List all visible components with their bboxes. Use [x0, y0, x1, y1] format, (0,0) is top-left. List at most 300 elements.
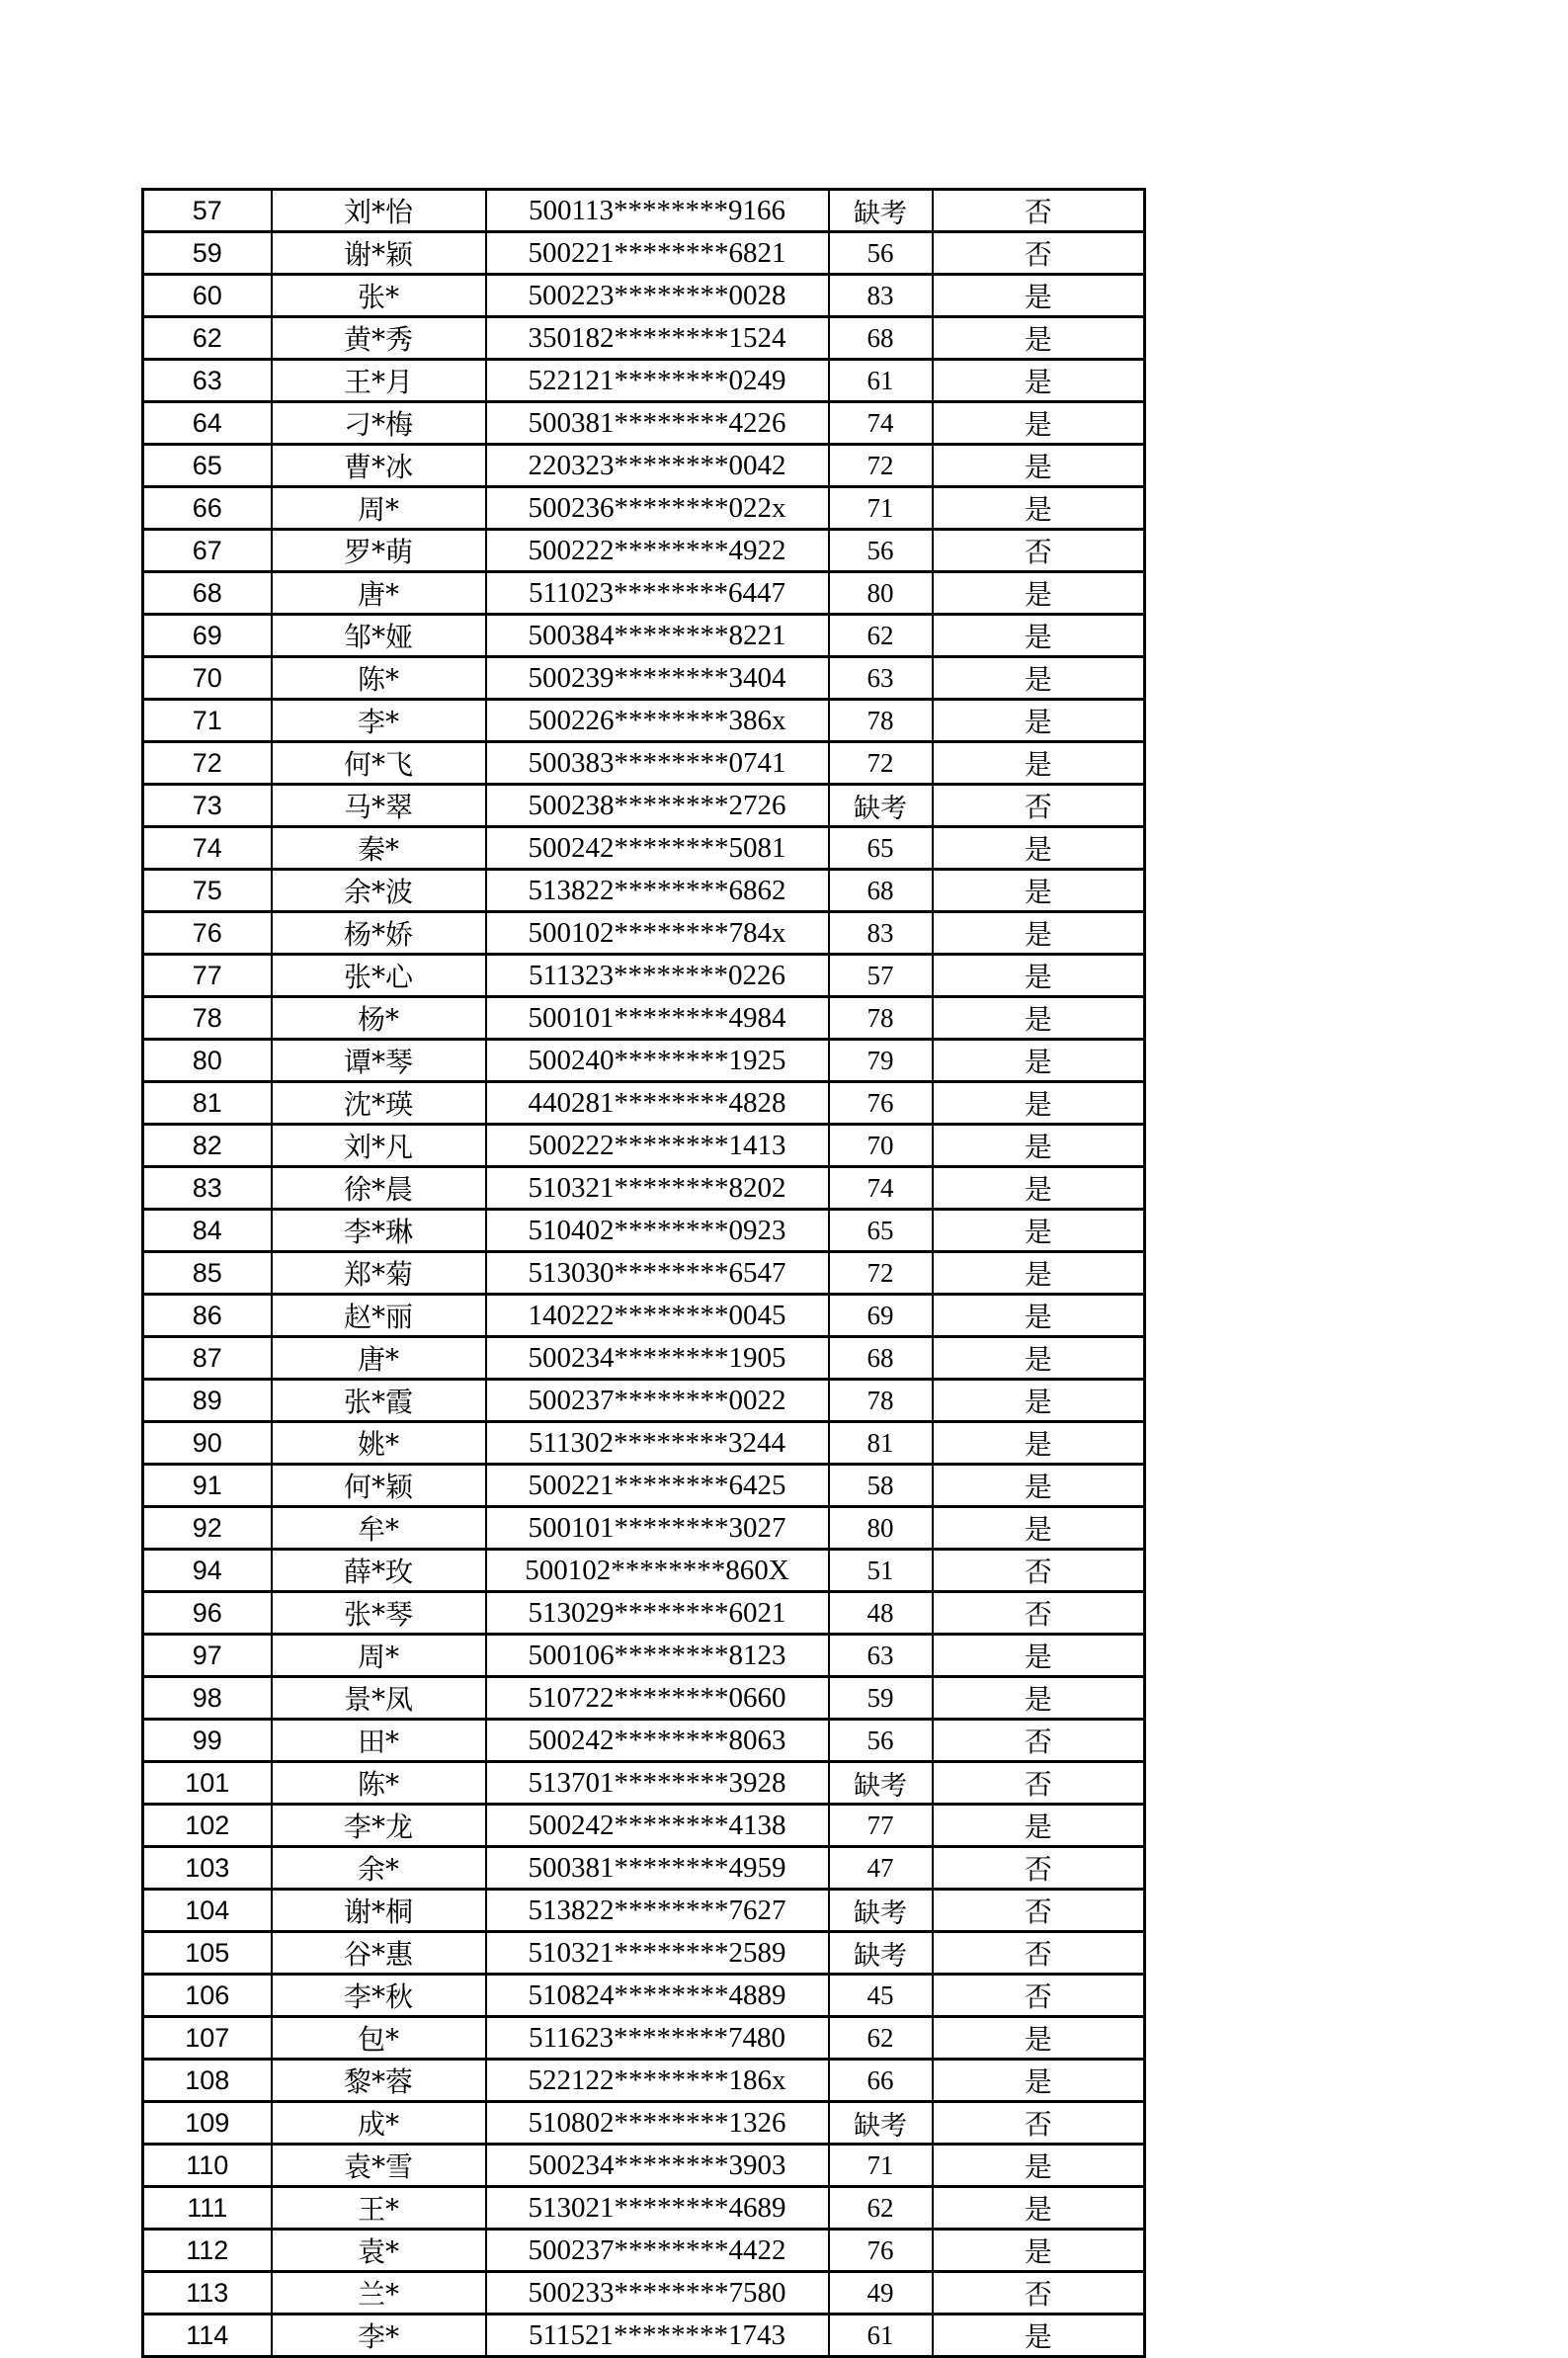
name-cell: 陈*	[272, 1762, 486, 1805]
table-row	[143, 827, 1145, 870]
row-number-cell: 104	[143, 1890, 272, 1932]
score-cell: 58	[829, 1465, 933, 1507]
id-number-cell: 510722********0660	[486, 1677, 829, 1720]
score-cell: 63	[829, 657, 933, 700]
qualified-cell: 是	[933, 700, 1145, 742]
id-number-cell: 500239********3404	[486, 657, 829, 700]
row-number-cell: 89	[143, 1380, 272, 1422]
qualified-cell: 是	[933, 360, 1145, 402]
score-cell: 72	[829, 1252, 933, 1295]
score-cell: 48	[829, 1592, 933, 1635]
id-number-cell: 440281********4828	[486, 1082, 829, 1125]
id-number-cell: 500221********6821	[486, 232, 829, 275]
table-row	[143, 1252, 1145, 1295]
table-row	[143, 1592, 1145, 1635]
name-cell: 何*飞	[272, 742, 486, 785]
table-row	[143, 1507, 1145, 1550]
score-cell: 62	[829, 2017, 933, 2060]
id-number-cell: 513030********6547	[486, 1252, 829, 1295]
name-cell: 张*心	[272, 955, 486, 997]
table-row	[143, 615, 1145, 657]
table-row	[143, 785, 1145, 827]
score-cell: 51	[829, 1550, 933, 1592]
row-number-cell: 92	[143, 1507, 272, 1550]
qualified-cell: 是	[933, 912, 1145, 955]
qualified-cell: 是	[933, 615, 1145, 657]
row-number-cell: 86	[143, 1295, 272, 1337]
id-number-cell: 513822********7627	[486, 1890, 829, 1932]
qualified-cell: 是	[933, 1167, 1145, 1210]
id-number-cell: 522122********186x	[486, 2060, 829, 2102]
score-cell: 56	[829, 1720, 933, 1762]
score-cell: 61	[829, 2315, 933, 2357]
name-cell: 曹*冰	[272, 445, 486, 487]
qualified-cell: 是	[933, 402, 1145, 445]
score-cell: 63	[829, 1635, 933, 1677]
table-row	[143, 1040, 1145, 1082]
table-row	[143, 2102, 1145, 2145]
id-number-cell: 510824********4889	[486, 1975, 829, 2017]
table-row	[143, 1805, 1145, 1847]
table-row	[143, 2272, 1145, 2315]
row-number-cell: 105	[143, 1932, 272, 1975]
table-row	[143, 1380, 1145, 1422]
id-number-cell: 350182********1524	[486, 317, 829, 360]
name-cell: 刁*梅	[272, 402, 486, 445]
id-number-cell: 500113********9166	[486, 190, 829, 232]
qualified-cell: 否	[933, 1720, 1145, 1762]
score-cell: 71	[829, 487, 933, 530]
qualified-cell: 否	[933, 1890, 1145, 1932]
id-number-cell: 500222********4922	[486, 530, 829, 572]
row-number-cell: 77	[143, 955, 272, 997]
id-number-cell: 500238********2726	[486, 785, 829, 827]
name-cell: 唐*	[272, 1337, 486, 1380]
name-cell: 黎*蓉	[272, 2060, 486, 2102]
score-cell: 68	[829, 870, 933, 912]
name-cell: 李*	[272, 700, 486, 742]
row-number-cell: 63	[143, 360, 272, 402]
name-cell: 张*霞	[272, 1380, 486, 1422]
id-number-cell: 500242********4138	[486, 1805, 829, 1847]
name-cell: 马*翠	[272, 785, 486, 827]
name-cell: 兰*	[272, 2272, 486, 2315]
qualified-cell: 否	[933, 1975, 1145, 2017]
table-row	[143, 2187, 1145, 2230]
qualified-cell: 否	[933, 1550, 1145, 1592]
id-number-cell: 500226********386x	[486, 700, 829, 742]
score-cell: 74	[829, 402, 933, 445]
score-cell: 缺考	[829, 190, 933, 232]
qualified-cell: 是	[933, 1422, 1145, 1465]
name-cell: 袁*雪	[272, 2145, 486, 2187]
score-cell: 78	[829, 700, 933, 742]
name-cell: 张*琴	[272, 1592, 486, 1635]
table-row	[143, 232, 1145, 275]
row-number-cell: 81	[143, 1082, 272, 1125]
name-cell: 田*	[272, 1720, 486, 1762]
id-number-cell: 500101********4984	[486, 997, 829, 1040]
score-cell: 66	[829, 2060, 933, 2102]
row-number-cell: 76	[143, 912, 272, 955]
id-number-cell: 500240********1925	[486, 1040, 829, 1082]
score-cell: 83	[829, 912, 933, 955]
name-cell: 王*	[272, 2187, 486, 2230]
qualified-cell: 否	[933, 1847, 1145, 1890]
row-number-cell: 97	[143, 1635, 272, 1677]
name-cell: 罗*萌	[272, 530, 486, 572]
name-cell: 薛*玫	[272, 1550, 486, 1592]
row-number-cell: 99	[143, 1720, 272, 1762]
table-row	[143, 2315, 1145, 2357]
row-number-cell: 90	[143, 1422, 272, 1465]
row-number-cell: 80	[143, 1040, 272, 1082]
qualified-cell: 是	[933, 1210, 1145, 1252]
table-row	[143, 700, 1145, 742]
row-number-cell: 69	[143, 615, 272, 657]
score-cell: 77	[829, 1805, 933, 1847]
qualified-cell: 是	[933, 1677, 1145, 1720]
table-row	[143, 1295, 1145, 1337]
id-number-cell: 522121********0249	[486, 360, 829, 402]
id-number-cell: 500237********0022	[486, 1380, 829, 1422]
score-cell: 78	[829, 1380, 933, 1422]
qualified-cell: 否	[933, 530, 1145, 572]
row-number-cell: 87	[143, 1337, 272, 1380]
id-number-cell: 510802********1326	[486, 2102, 829, 2145]
row-number-cell: 108	[143, 2060, 272, 2102]
name-cell: 刘*凡	[272, 1125, 486, 1167]
row-number-cell: 111	[143, 2187, 272, 2230]
table-row	[143, 997, 1145, 1040]
score-cell: 76	[829, 1082, 933, 1125]
id-number-cell: 220323********0042	[486, 445, 829, 487]
qualified-cell: 是	[933, 487, 1145, 530]
table-row	[143, 1210, 1145, 1252]
table-row	[143, 1932, 1145, 1975]
score-cell: 68	[829, 1337, 933, 1380]
table-row	[143, 360, 1145, 402]
score-cell: 65	[829, 1210, 933, 1252]
row-number-cell: 94	[143, 1550, 272, 1592]
table-row	[143, 1847, 1145, 1890]
qualified-cell: 是	[933, 1380, 1145, 1422]
score-cell: 79	[829, 1040, 933, 1082]
row-number-cell: 68	[143, 572, 272, 615]
name-cell: 刘*怡	[272, 190, 486, 232]
name-cell: 周*	[272, 1635, 486, 1677]
score-cell: 缺考	[829, 1932, 933, 1975]
table-row	[143, 190, 1145, 232]
row-number-cell: 101	[143, 1762, 272, 1805]
score-cell: 49	[829, 2272, 933, 2315]
score-cell: 47	[829, 1847, 933, 1890]
row-number-cell: 66	[143, 487, 272, 530]
id-number-cell: 500384********8221	[486, 615, 829, 657]
score-cell: 56	[829, 530, 933, 572]
name-cell: 沈*瑛	[272, 1082, 486, 1125]
table-row	[143, 1975, 1145, 2017]
row-number-cell: 60	[143, 275, 272, 317]
table-row	[143, 657, 1145, 700]
table-row	[143, 2230, 1145, 2272]
score-cell: 70	[829, 1125, 933, 1167]
score-cell: 缺考	[829, 785, 933, 827]
qualified-cell: 是	[933, 2017, 1145, 2060]
score-cell: 62	[829, 615, 933, 657]
qualified-cell: 是	[933, 1082, 1145, 1125]
score-cell: 83	[829, 275, 933, 317]
score-cell: 45	[829, 1975, 933, 2017]
table-row	[143, 2060, 1145, 2102]
name-cell: 余*波	[272, 870, 486, 912]
name-cell: 王*月	[272, 360, 486, 402]
qualified-cell: 是	[933, 2145, 1145, 2187]
name-cell: 李*秋	[272, 1975, 486, 2017]
qualified-cell: 是	[933, 955, 1145, 997]
name-cell: 姚*	[272, 1422, 486, 1465]
id-number-cell: 500242********5081	[486, 827, 829, 870]
table-row	[143, 912, 1145, 955]
name-cell: 杨*	[272, 997, 486, 1040]
score-cell: 74	[829, 1167, 933, 1210]
table-row	[143, 1465, 1145, 1507]
id-number-cell: 500233********7580	[486, 2272, 829, 2315]
row-number-cell: 110	[143, 2145, 272, 2187]
row-number-cell: 82	[143, 1125, 272, 1167]
name-cell: 李*龙	[272, 1805, 486, 1847]
score-cell: 65	[829, 827, 933, 870]
row-number-cell: 112	[143, 2230, 272, 2272]
qualified-cell: 是	[933, 1635, 1145, 1677]
table-row	[143, 1550, 1145, 1592]
score-cell: 72	[829, 445, 933, 487]
row-number-cell: 113	[143, 2272, 272, 2315]
row-number-cell: 85	[143, 1252, 272, 1295]
qualified-cell: 否	[933, 1932, 1145, 1975]
id-number-cell: 513029********6021	[486, 1592, 829, 1635]
id-number-cell: 140222********0045	[486, 1295, 829, 1337]
score-cell: 80	[829, 1507, 933, 1550]
id-number-cell: 500101********3027	[486, 1507, 829, 1550]
row-number-cell: 75	[143, 870, 272, 912]
qualified-cell: 是	[933, 1125, 1145, 1167]
score-cell: 缺考	[829, 2102, 933, 2145]
name-cell: 唐*	[272, 572, 486, 615]
name-cell: 谢*颖	[272, 232, 486, 275]
name-cell: 袁*	[272, 2230, 486, 2272]
name-cell: 郑*菊	[272, 1252, 486, 1295]
qualified-cell: 是	[933, 870, 1145, 912]
name-cell: 谷*惠	[272, 1932, 486, 1975]
name-cell: 赵*丽	[272, 1295, 486, 1337]
table-row	[143, 317, 1145, 360]
row-number-cell: 72	[143, 742, 272, 785]
qualified-cell: 是	[933, 997, 1145, 1040]
qualified-cell: 否	[933, 190, 1145, 232]
id-number-cell: 500102********860X	[486, 1550, 829, 1592]
qualified-cell: 是	[933, 1465, 1145, 1507]
score-cell: 缺考	[829, 1762, 933, 1805]
name-cell: 谢*桐	[272, 1890, 486, 1932]
row-number-cell: 71	[143, 700, 272, 742]
id-number-cell: 500221********6425	[486, 1465, 829, 1507]
id-number-cell: 511023********6447	[486, 572, 829, 615]
row-number-cell: 59	[143, 232, 272, 275]
row-number-cell: 109	[143, 2102, 272, 2145]
table-row	[143, 1167, 1145, 1210]
row-number-cell: 62	[143, 317, 272, 360]
qualified-cell: 是	[933, 1295, 1145, 1337]
qualified-cell: 是	[933, 1337, 1145, 1380]
qualified-cell: 否	[933, 2272, 1145, 2315]
qualified-cell: 否	[933, 1592, 1145, 1635]
qualified-cell: 是	[933, 827, 1145, 870]
table-row	[143, 955, 1145, 997]
id-number-cell: 500237********4422	[486, 2230, 829, 2272]
id-number-cell: 513701********3928	[486, 1762, 829, 1805]
row-number-cell: 106	[143, 1975, 272, 2017]
row-number-cell: 103	[143, 1847, 272, 1890]
id-number-cell: 500381********4226	[486, 402, 829, 445]
qualified-cell: 否	[933, 2102, 1145, 2145]
score-cell: 78	[829, 997, 933, 1040]
name-cell: 何*颖	[272, 1465, 486, 1507]
score-cell: 59	[829, 1677, 933, 1720]
table-row	[143, 1125, 1145, 1167]
qualified-cell: 否	[933, 232, 1145, 275]
table-row	[143, 445, 1145, 487]
name-cell: 周*	[272, 487, 486, 530]
id-number-cell: 511521********1743	[486, 2315, 829, 2357]
score-cell: 71	[829, 2145, 933, 2187]
name-cell: 谭*琴	[272, 1040, 486, 1082]
table-row	[143, 1082, 1145, 1125]
qualified-cell: 是	[933, 317, 1145, 360]
name-cell: 邹*娅	[272, 615, 486, 657]
score-cell: 69	[829, 1295, 933, 1337]
name-cell: 李*	[272, 2315, 486, 2357]
score-cell: 62	[829, 2187, 933, 2230]
qualified-cell: 是	[933, 572, 1145, 615]
qualified-cell: 是	[933, 1805, 1145, 1847]
name-cell: 牟*	[272, 1507, 486, 1550]
score-cell: 57	[829, 955, 933, 997]
row-number-cell: 107	[143, 2017, 272, 2060]
score-cell: 68	[829, 317, 933, 360]
table-row	[143, 402, 1145, 445]
table-row	[143, 1677, 1145, 1720]
table-row	[143, 572, 1145, 615]
id-number-cell: 500383********0741	[486, 742, 829, 785]
table-row	[143, 1635, 1145, 1677]
row-number-cell: 65	[143, 445, 272, 487]
table-row	[143, 1720, 1145, 1762]
id-number-cell: 511623********7480	[486, 2017, 829, 2060]
id-number-cell: 500236********022x	[486, 487, 829, 530]
table-row	[143, 1422, 1145, 1465]
qualified-cell: 是	[933, 1040, 1145, 1082]
id-number-cell: 500222********1413	[486, 1125, 829, 1167]
score-cell: 76	[829, 2230, 933, 2272]
qualified-cell: 是	[933, 2230, 1145, 2272]
qualified-cell: 是	[933, 445, 1145, 487]
row-number-cell: 57	[143, 190, 272, 232]
qualified-cell: 是	[933, 2187, 1145, 2230]
qualified-cell: 是	[933, 742, 1145, 785]
id-number-cell: 510321********2589	[486, 1932, 829, 1975]
id-number-cell: 513021********4689	[486, 2187, 829, 2230]
qualified-cell: 是	[933, 2060, 1145, 2102]
score-cell: 缺考	[829, 1890, 933, 1932]
table-row	[143, 870, 1145, 912]
name-cell: 成*	[272, 2102, 486, 2145]
table-row	[143, 487, 1145, 530]
id-number-cell: 500223********0028	[486, 275, 829, 317]
name-cell: 杨*娇	[272, 912, 486, 955]
id-number-cell: 500234********1905	[486, 1337, 829, 1380]
row-number-cell: 84	[143, 1210, 272, 1252]
id-number-cell: 513822********6862	[486, 870, 829, 912]
score-cell: 80	[829, 572, 933, 615]
qualified-cell: 是	[933, 1252, 1145, 1295]
row-number-cell: 83	[143, 1167, 272, 1210]
row-number-cell: 64	[143, 402, 272, 445]
id-number-cell: 500381********4959	[486, 1847, 829, 1890]
table-row	[143, 2017, 1145, 2060]
table-row	[143, 2145, 1145, 2187]
results-table	[141, 188, 1146, 2358]
table-row	[143, 1762, 1145, 1805]
name-cell: 黄*秀	[272, 317, 486, 360]
name-cell: 秦*	[272, 827, 486, 870]
name-cell: 张*	[272, 275, 486, 317]
row-number-cell: 70	[143, 657, 272, 700]
qualified-cell: 否	[933, 1762, 1145, 1805]
row-number-cell: 98	[143, 1677, 272, 1720]
id-number-cell: 500102********784x	[486, 912, 829, 955]
qualified-cell: 否	[933, 785, 1145, 827]
table-row	[143, 1890, 1145, 1932]
qualified-cell: 是	[933, 275, 1145, 317]
id-number-cell: 500106********8123	[486, 1635, 829, 1677]
id-number-cell: 511302********3244	[486, 1422, 829, 1465]
qualified-cell: 是	[933, 657, 1145, 700]
table-row	[143, 275, 1145, 317]
id-number-cell: 510402********0923	[486, 1210, 829, 1252]
row-number-cell: 96	[143, 1592, 272, 1635]
table-row	[143, 530, 1145, 572]
row-number-cell: 74	[143, 827, 272, 870]
results-table-body	[143, 190, 1145, 2357]
name-cell: 余*	[272, 1847, 486, 1890]
id-number-cell: 500242********8063	[486, 1720, 829, 1762]
score-cell: 81	[829, 1422, 933, 1465]
qualified-cell: 是	[933, 2315, 1145, 2357]
name-cell: 徐*晨	[272, 1167, 486, 1210]
name-cell: 陈*	[272, 657, 486, 700]
row-number-cell: 114	[143, 2315, 272, 2357]
score-cell: 72	[829, 742, 933, 785]
name-cell: 李*琳	[272, 1210, 486, 1252]
name-cell: 包*	[272, 2017, 486, 2060]
table-row	[143, 1337, 1145, 1380]
id-number-cell: 511323********0226	[486, 955, 829, 997]
qualified-cell: 是	[933, 1507, 1145, 1550]
row-number-cell: 78	[143, 997, 272, 1040]
name-cell: 景*凤	[272, 1677, 486, 1720]
row-number-cell: 67	[143, 530, 272, 572]
